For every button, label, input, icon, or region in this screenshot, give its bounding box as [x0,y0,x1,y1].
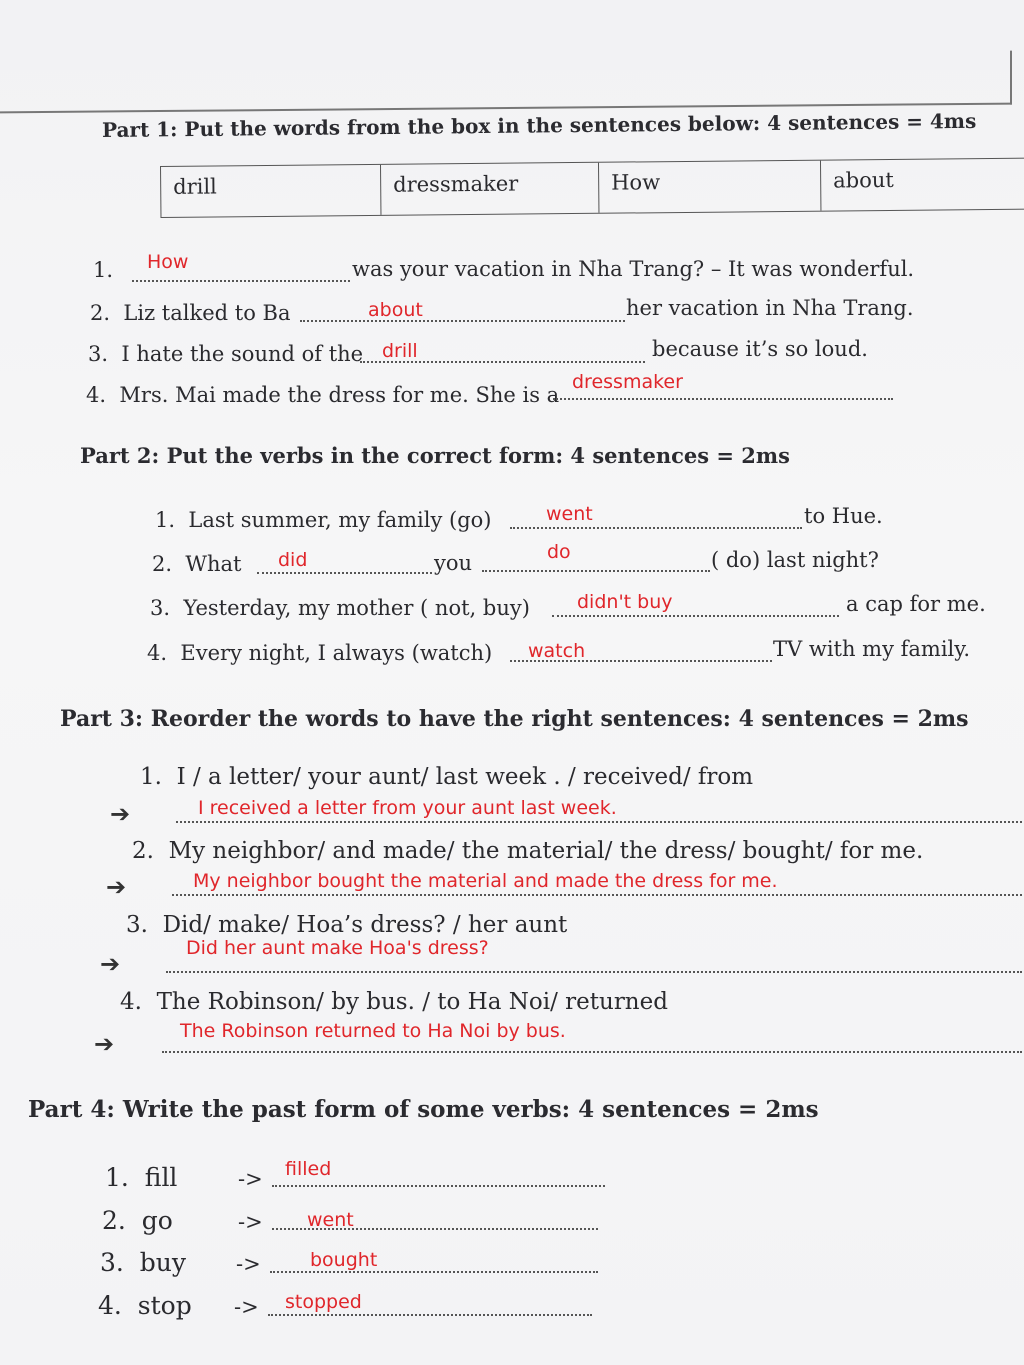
part2-heading: Part 2: Put the verbs in the correct form: 4 sentences = 2ms [80,443,790,468]
answer-text: drill [382,340,418,362]
verb-text: stop [137,1291,192,1320]
answer-text: did [278,549,308,571]
part4-item-3 [100,1248,186,1277]
word-box-cell: drill [161,165,381,217]
answer-blank [257,572,432,574]
part1-heading: Part 1: Put the words from the box in the sentences below: 4 sentences = 4ms [101,108,977,142]
part1-item-1 [93,258,113,282]
answer-text: didn't buy [577,591,673,613]
answer-line [162,1051,1022,1053]
answer-text: How [147,251,189,273]
item-number: 1. [93,258,114,282]
answer-blank [552,615,839,617]
answer-blank [268,1314,592,1316]
answer-blank [272,1185,605,1187]
answer-text: about [368,299,423,321]
item-number: 3. [126,912,148,938]
word-box-cell: about [833,167,894,193]
item-number: 4. [98,1291,122,1320]
word-box-cell: How [599,161,821,213]
prompt-text: My neighbor/ and made/ the material/ the dress/ bought/ for me. [168,838,924,864]
item-number: 3. [100,1248,124,1277]
part2-item-3 [150,596,530,620]
answer-text: stopped [285,1291,362,1313]
sentence-text: TV with my family. [773,637,971,661]
word-box-cell: dressmaker [381,163,599,215]
item-number: 4. [120,989,142,1015]
answer-text: The Robinson returned to Ha Noi by bus. [180,1020,566,1042]
item-number: 3. [88,342,109,366]
part1-item-2 [90,301,290,325]
top-frame-border [0,51,1012,114]
item-number: 3. [150,596,171,620]
item-number: 1. [155,508,176,532]
verb-text: go [141,1206,173,1235]
arrow-icon: -> [234,1295,259,1319]
sentence-text: because it’s so loud. [652,337,868,361]
prompt-text: I / a letter/ your aunt/ last week . / received/ from [176,764,754,790]
answer-text: Did her aunt make Hoa's dress? [186,937,489,959]
arrow-icon: ➔ [94,1030,115,1058]
verb-text: fill [144,1163,178,1192]
answer-text: do [547,541,571,563]
arrow-icon: ➔ [106,873,127,901]
answer-blank [132,280,350,282]
sentence-text: her vacation in Nha Trang. [626,296,914,320]
item-number: 2. [152,552,173,576]
answer-line [166,971,1022,973]
sentence-text: was your vacation in Nha Trang? – It was wonderful. [352,257,915,281]
sentence-text: Liz talked to Ba [123,301,291,325]
sentence-text: Last summer, my family (go) [188,508,492,532]
item-number: 4. [147,641,168,665]
item-number: 2. [90,301,111,325]
verb-text: buy [139,1248,186,1277]
part1-item-4 [86,383,559,407]
sentence-text: Mrs. Mai made the dress for me. She is a [119,383,560,407]
answer-text: filled [285,1158,332,1180]
part2-item-1 [155,508,492,532]
part3-item-4 [120,989,668,1015]
arrow-icon: ➔ [110,800,131,828]
answer-line [172,894,1022,896]
item-number: 1. [105,1163,129,1192]
answer-blank [300,320,625,322]
arrow-icon: -> [238,1167,263,1191]
part2-item-4 [147,641,492,665]
prompt-text: Did/ make/ Hoa’s dress? / her aunt [162,912,568,938]
answer-text: watch [528,640,586,662]
part4-heading: Part 4: Write the past form of some verbs: 4 sentences = 2ms [28,1096,819,1123]
answer-text: went [307,1209,354,1231]
answer-text: bought [310,1249,378,1271]
word-box [160,158,1024,218]
part2-item-2 [152,552,241,576]
part4-item-4 [98,1291,192,1320]
part1-item-3 [88,342,363,366]
arrow-icon: -> [236,1252,261,1276]
arrow-icon: ➔ [100,950,121,978]
answer-blank [270,1271,598,1273]
sentence-text: I hate the sound of the [121,342,364,366]
arrow-icon: -> [238,1210,263,1234]
answer-text: went [546,503,593,525]
answer-text: dressmaker [572,371,683,393]
sentence-text: to Hue. [804,504,883,528]
item-number: 2. [102,1206,126,1235]
item-number: 4. [86,383,107,407]
sentence-text: Every night, I always (watch) [180,641,493,665]
prompt-text: The Robinson/ by bus. / to Ha Noi/ returned [156,989,668,1015]
sentence-text: you [434,551,473,575]
sentence-text: Yesterday, my mother ( not, buy) [183,596,530,620]
answer-blank [510,527,802,529]
answer-blank [482,570,710,572]
part4-item-1 [105,1163,177,1192]
answer-text: I received a letter from your aunt last week. [198,797,617,819]
part3-item-2 [132,838,923,864]
answer-blank [553,398,893,400]
part3-heading: Part 3: Reorder the words to have the right sentences: 4 sentences = 2ms [60,706,969,732]
item-number: 2. [132,838,154,864]
item-number: 1. [140,764,162,790]
sentence-text: a cap for me. [846,592,986,616]
part4-item-2 [102,1206,173,1235]
part3-item-3 [126,912,567,938]
sentence-text: ( do) last night? [711,548,879,572]
part3-item-1 [140,764,753,790]
sentence-text: What [185,552,242,576]
answer-text: My neighbor bought the material and made the dress for me. [193,870,778,892]
answer-line [176,821,1022,823]
